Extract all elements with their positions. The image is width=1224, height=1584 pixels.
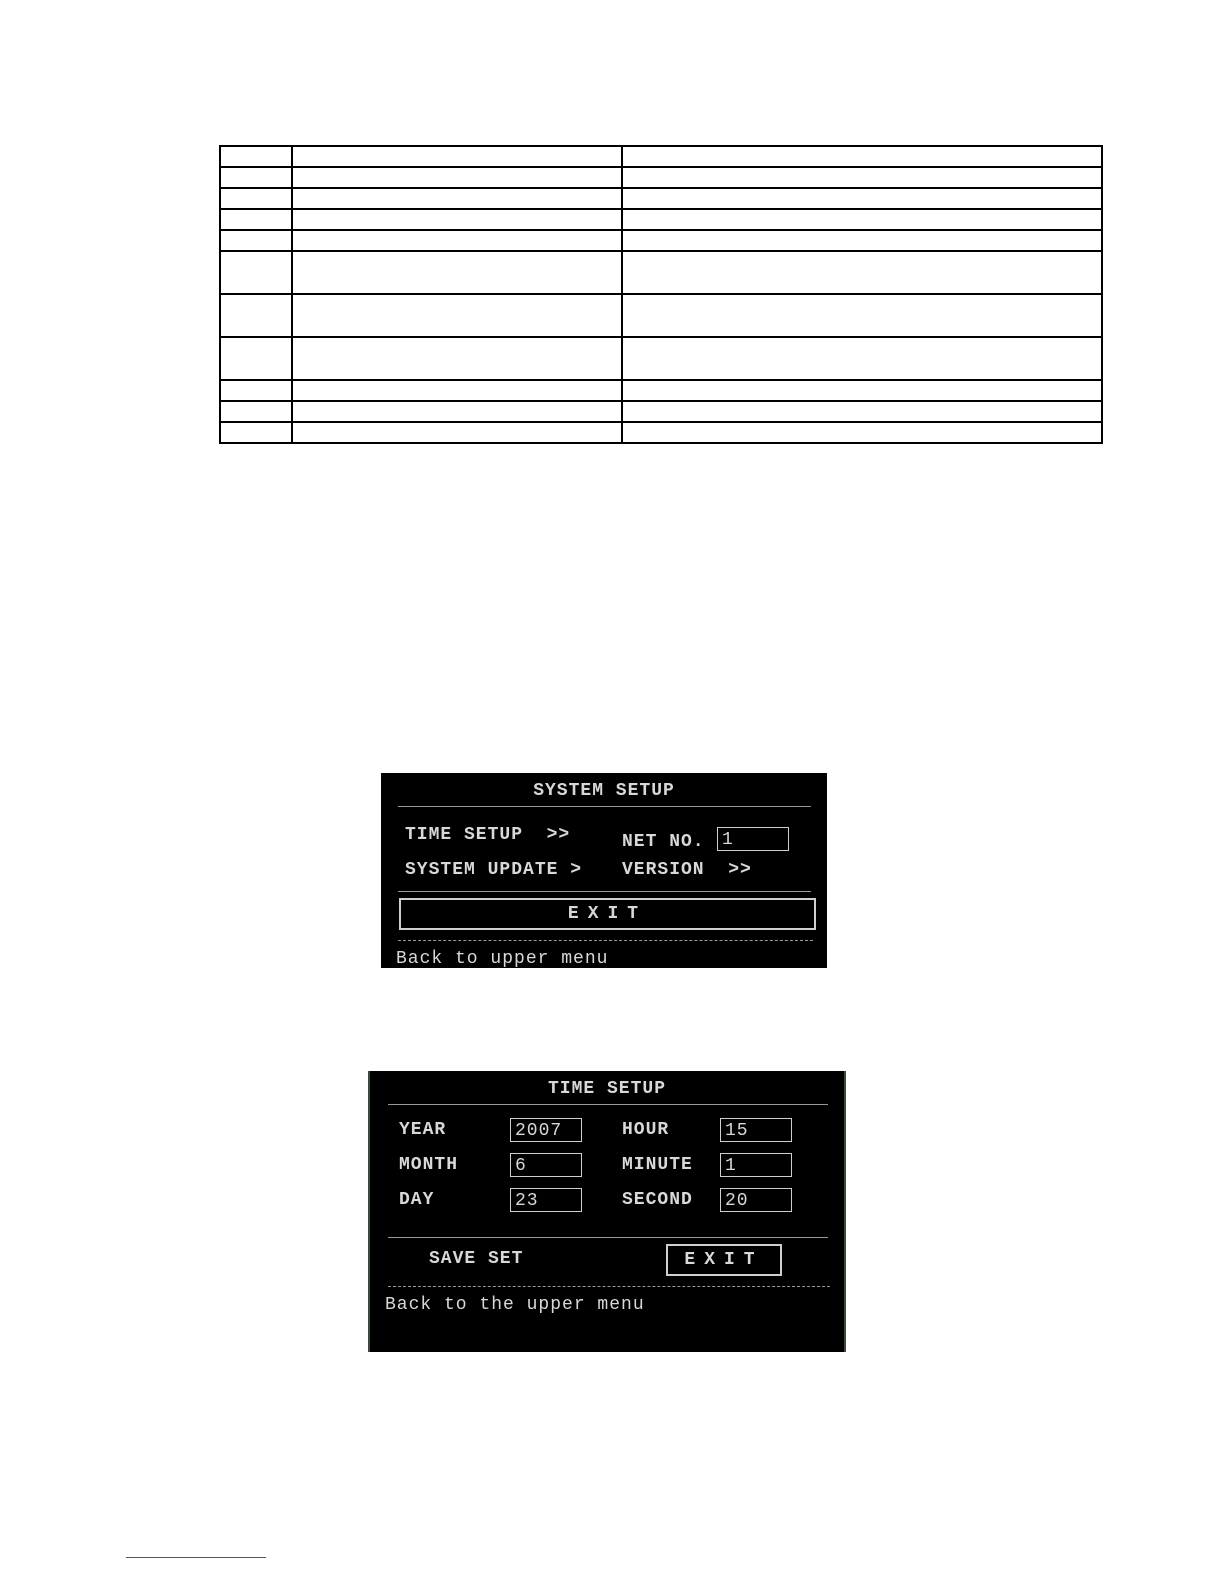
- table-row: [220, 422, 1102, 443]
- divider: [398, 891, 811, 892]
- status-hint: Back to the upper menu: [385, 1295, 645, 1315]
- year-input[interactable]: 2007: [510, 1118, 582, 1142]
- time-setup-link[interactable]: TIME SETUP >>: [405, 825, 571, 845]
- system-update-link[interactable]: SYSTEM UPDATE >: [405, 860, 583, 880]
- dashed-divider: [388, 1286, 830, 1287]
- minute-label: MINUTE: [622, 1155, 693, 1175]
- divider: [388, 1104, 828, 1105]
- table-row: [220, 230, 1102, 251]
- month-label: MONTH: [399, 1155, 459, 1175]
- table-row: [220, 401, 1102, 422]
- table-row: [220, 251, 1102, 294]
- table-row: [220, 167, 1102, 188]
- save-set-button[interactable]: SAVE SET: [429, 1249, 524, 1269]
- system-setup-title: SYSTEM SETUP: [533, 781, 675, 801]
- second-label: SECOND: [622, 1190, 693, 1210]
- system-setup-screen: [381, 773, 827, 968]
- minute-input[interactable]: 1: [720, 1153, 792, 1177]
- version-link[interactable]: VERSION >>: [622, 860, 752, 880]
- table-row: [220, 188, 1102, 209]
- hour-input[interactable]: 15: [720, 1118, 792, 1142]
- dashed-divider: [398, 940, 813, 941]
- time-setup-screen: [368, 1071, 846, 1352]
- blank-table: [219, 145, 1103, 444]
- second-input[interactable]: 20: [720, 1188, 792, 1212]
- net-no-label: NET NO.: [622, 832, 705, 852]
- table-row: [220, 337, 1102, 380]
- exit-button[interactable]: EXIT: [666, 1244, 782, 1276]
- table-row: [220, 380, 1102, 401]
- divider: [388, 1237, 828, 1238]
- month-input[interactable]: 6: [510, 1153, 582, 1177]
- divider: [398, 806, 811, 807]
- status-hint: Back to upper menu: [396, 949, 609, 969]
- day-input[interactable]: 23: [510, 1188, 582, 1212]
- exit-button[interactable]: EXIT: [399, 898, 816, 930]
- table-row: [220, 146, 1102, 167]
- hour-label: HOUR: [622, 1120, 670, 1140]
- table-row: [220, 209, 1102, 230]
- footnote-rule: [126, 1557, 266, 1558]
- time-setup-title: TIME SETUP: [547, 1079, 667, 1099]
- year-label: YEAR: [399, 1120, 447, 1140]
- table-row: [220, 294, 1102, 337]
- net-no-input[interactable]: 1: [717, 827, 789, 851]
- day-label: DAY: [399, 1190, 435, 1210]
